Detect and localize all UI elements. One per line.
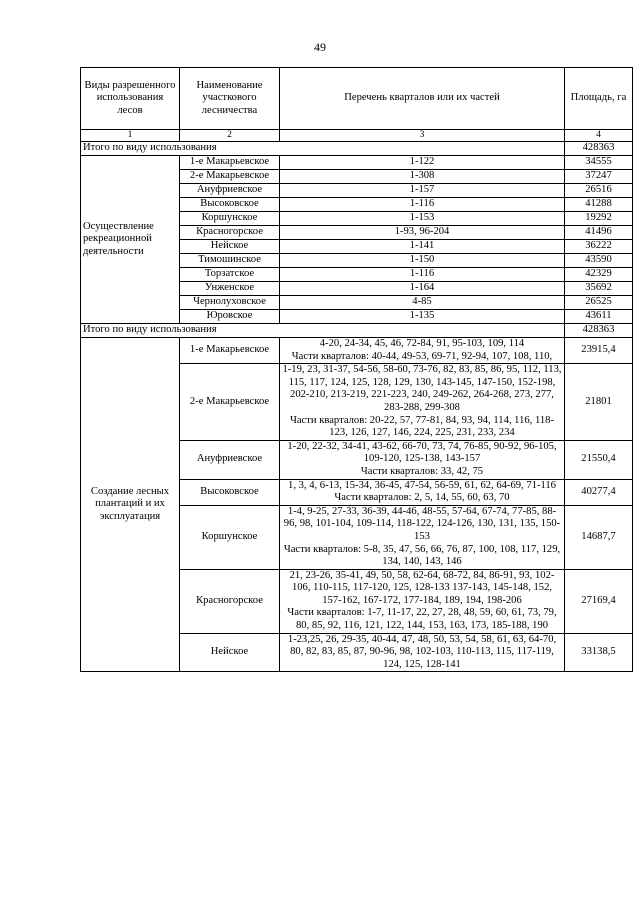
area-value: 36222 (565, 240, 633, 254)
quarters-list: 1-308 (280, 170, 565, 184)
total-value: 428363 (565, 142, 633, 156)
forestry-name: Высоковское (180, 198, 280, 212)
area-value: 14687,7 (565, 505, 633, 569)
area-value: 41288 (565, 198, 633, 212)
header-use-type: Виды разрешенного использования лесов (81, 68, 180, 130)
forestry-name: 2-е Макарьевское (180, 364, 280, 441)
quarters-list: 4-85 (280, 296, 565, 310)
quarters-list: 1-141 (280, 240, 565, 254)
quarters-list: 1-20, 22-32, 34-41, 43-62, 66-70, 73, 74, 76-85, 90-92, 96-105, 109-120, 125-138, 143-157 Части кварталов: 33, 42, 75 (280, 440, 565, 479)
quarters-list: 1-153 (280, 212, 565, 226)
quarters-list: 1-23,25, 26, 29-35, 40-44, 47, 48, 50, 53, 54, 58, 61, 63, 64-70, 80, 82, 83, 85, 87, 90-96, 98, 102-103, 110-113, 115, 117-119, 124, 125, 128-141 (280, 633, 565, 672)
page-number: 49 (314, 40, 326, 54)
quarters-list: 4-20, 24-34, 45, 46, 72-84, 91, 95-103, 109, 114 Части кварталов: 40-44, 49-53, 69-71, 92-94, 107, 108, 110, (280, 338, 565, 364)
area-value: 35692 (565, 282, 633, 296)
forestry-name: Тимошинское (180, 254, 280, 268)
quarters-list: 1, 3, 4, 6-13, 15-34, 36-45, 47-54, 56-59, 61, 62, 64-69, 71-116 Части кварталов: 2, 5, 14, 55, 60, 63, 70 (280, 479, 565, 505)
total-label: Итого по виду использования (81, 142, 565, 156)
total-label: Итого по виду использования (81, 324, 565, 338)
area-value: 33138,5 (565, 633, 633, 672)
table-row (81, 156, 633, 170)
forestry-name: Нейское (180, 633, 280, 672)
forestry-name: Красногорское (180, 569, 280, 633)
header-area: Площадь, га (565, 68, 633, 130)
forestry-name: Красногорское (180, 226, 280, 240)
quarters-list: 1-157 (280, 184, 565, 198)
column-number: 4 (565, 130, 633, 142)
column-number: 2 (180, 130, 280, 142)
area-value: 37247 (565, 170, 633, 184)
table-row (81, 338, 633, 364)
forestry-name: 2-е Макарьевское (180, 170, 280, 184)
quarters-list: 1-135 (280, 310, 565, 324)
quarters-list: 1-4, 9-25, 27-33, 36-39, 44-46, 48-55, 57-64, 67-74, 77-85, 88-96, 98, 101-104, 109-114, 118-122, 124-126, 130, 131, 135, 150-153 Части кварталов: 5-8, 35, 47, 56, 66, 76, 87, 100, 108, 117, 129, 134, 140, 143, 146 (280, 505, 565, 569)
forestry-name: Торзатское (180, 268, 280, 282)
quarters-list: 1-122 (280, 156, 565, 170)
forestry-name: Ануфриевское (180, 440, 280, 479)
forestry-name: Юровское (180, 310, 280, 324)
area-value: 23915,4 (565, 338, 633, 364)
forest-use-table (80, 67, 633, 672)
forestry-name: 1-е Макарьевское (180, 156, 280, 170)
quarters-list: 1-19, 23, 31-37, 54-56, 58-60, 73-76, 82, 83, 85, 86, 95, 112, 113, 115, 117, 124, 125, 128, 129, 130, 143-145, 147-150, 152-198, 202-210, 213-219, 221-223, 240, 249-262, 264-268, 273, 277, 283-288, 299-308 Части кварталов: 20-22, 57, 77-81, 84, 93, 94, 114, 116, 118-123, 126, 127, 146, 224, 225, 231, 233, 234 (280, 364, 565, 441)
area-value: 43611 (565, 310, 633, 324)
quarters-list: 1-150 (280, 254, 565, 268)
area-value: 27169,4 (565, 569, 633, 633)
forestry-name: 1-е Макарьевское (180, 338, 280, 364)
total-value: 428363 (565, 324, 633, 338)
area-value: 26516 (565, 184, 633, 198)
forestry-name: Коршунское (180, 505, 280, 569)
area-value: 21801 (565, 364, 633, 441)
area-value: 26525 (565, 296, 633, 310)
header-forestry: Наименование участкового лесничества (180, 68, 280, 130)
quarters-list: 1-116 (280, 198, 565, 212)
forestry-name: Унженское (180, 282, 280, 296)
column-number: 1 (81, 130, 180, 142)
forestry-name: Ануфриевское (180, 184, 280, 198)
use-type-plantations: Создание лесных плантаций и их эксплуатация (81, 338, 180, 672)
area-value: 40277,4 (565, 479, 633, 505)
quarters-list: 21, 23-26, 35-41, 49, 50, 58, 62-64, 68-72, 84, 86-91, 93, 102-106, 110-115, 117-120, 125, 128-133 137-143, 145-148, 152, 157-162, 167-172, 177-184, 189, 194, 198-206 Части кварталов: 1-7, 11-17, 22, 27, 28, 48, 59, 60, 61, 73, 79, 80, 85, 92, 116, 121, 122, 144, 153, 163, 173, 185-188, 190 (280, 569, 565, 633)
column-number: 3 (280, 130, 565, 142)
use-type-recreation: Осуществление рекреационной деятельности (81, 156, 180, 324)
quarters-list: 1-93, 96-204 (280, 226, 565, 240)
header-quarters: Перечень кварталов или их частей (280, 68, 565, 130)
quarters-list: 1-116 (280, 268, 565, 282)
forestry-name: Нейское (180, 240, 280, 254)
area-value: 19292 (565, 212, 633, 226)
area-value: 21550,4 (565, 440, 633, 479)
quarters-list: 1-164 (280, 282, 565, 296)
area-value: 43590 (565, 254, 633, 268)
forestry-name: Коршунское (180, 212, 280, 226)
forestry-name: Чернолуховское (180, 296, 280, 310)
area-value: 34555 (565, 156, 633, 170)
forestry-name: Высоковское (180, 479, 280, 505)
area-value: 41496 (565, 226, 633, 240)
area-value: 42329 (565, 268, 633, 282)
total-row (81, 324, 633, 338)
